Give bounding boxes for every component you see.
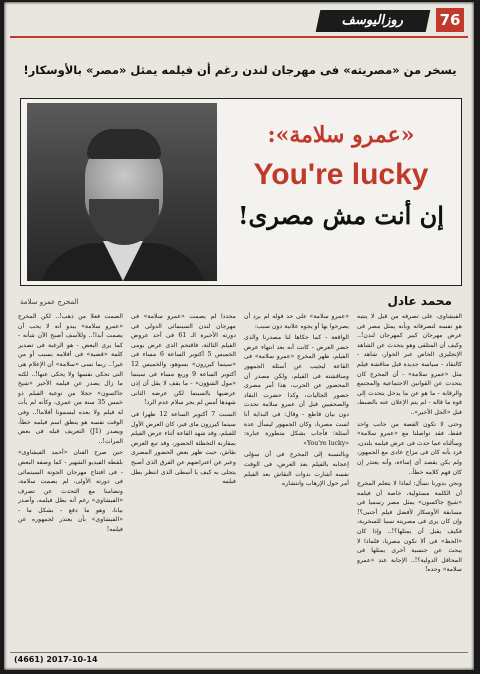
headline-block — [20, 98, 462, 286]
paragraph: حين صرح الفنان «أحمد الفيشاوى» بلقطه الفيديو الشهير - كما وصفه البعض - فى افتتاح مهرجان الجونة السينمائى فى دورته الأولى، لم يصمت سلامة، وتضامنا مع التحدث عن تصرف «الفيشاوى» رغم أنه بطل فيلمه، وأصدر بيانا، وهو ما دفع - بشكل ما - «الفيشاوى» بأن يعتذر لجمهوره عن فيلمه! — [18, 449, 123, 534]
magazine-page — [4, 2, 474, 670]
column-3 — [244, 312, 349, 650]
paragraph: الواقعة - كما حكاها لنا مصدرنا والذى حضر العرض - كانت أنه بعد انتهاء عرض الفيلم، ظهر المخرج «عمرو سلامة» فى القاعة ليجيب عن أسئلة الجمهور ومناقشته فى الفيلم، ولكن مصدر أن المحضور عن الحرب، هذا أمر مصرى حضور الجاليات، وكذا حضرت النقاد والصحفيين قبل أن عمرو سلامة تحدث دون بيان قاطع - وقال: فى البداية أنا لست مصريا، وكان الجمهور ليسأل عدة أسئلة؛ فأجاب بشكل متطورة عبارة: «You're lucky» — [244, 334, 349, 447]
page-number: 76 — [436, 8, 464, 32]
paragraph: وحتى لا تكون القصة من جانب واحد فقط، فقد تواصلنا مع «عمرو سلامة» وسألناه عما حدث فى عرض فيلمه بلندن، فرد بأنه كان فى مزاح عادى مع الجمهور، ولم يكن يقصد أى إساءة، وأنه يعتذر إن كان فهم كلامه خطأ.. — [357, 420, 462, 476]
article-body — [18, 312, 462, 650]
portrait-beard — [89, 199, 159, 245]
page-header — [10, 6, 468, 38]
paragraph: ونحن بدورنا نسأل: لماذا لا يتعلم المخرج أن الكلمة مسئولية، خاصة أن فيلمه «شيخ جاكسون» يمثل مصر رسميا فى مسابقة الأوسكار لأفضل فيلم أجنبى؟! وإن كان يرى فى مصريته سببا للسخرية، فكيف يقبل أن يمثلها؟!.. وإذا كان «الحظ» فى ألا تكون مصريا، فلماذا لا يبحث عن جنسية أخرى يمثلها فى المحافل الدولية؟!.. الإجابة عند «عمرو سلامة» وحده! — [357, 480, 462, 574]
issue-date: (4661) 2017-10-14 — [14, 655, 98, 664]
headline-name: «عمرو سلامة»: — [267, 122, 415, 148]
column-2 — [131, 312, 236, 650]
paragraph: الصمت فعلا من ذهب!.. لكن المخرج «عمرو سلامة» يبدو أنه لا يحب أن يصمت أبدا!.. وللأسف أصبح الآن شأنه - كما يرى البعض - هو الرغبة فى تصدير كلمة «قضية» فى أفلامه بسبب أو من غير!.. ربما نسى «سلامة» أن الإعلام هى التى تحكى نفسها ولا يحكى عنها!.. لكنه ما زال يصدر عن فيلمه الأخير «شيخ جاكسون» حجلا من نوعية الفيلم ذو خمس 35 سنة من عمرى، وكأنه لم يأت له فيلم ولا بعده ليسمونا أفلاما!.. وفى الوقت نفسه هو ينطق اسم فيلمه خطأ، ويصدر (J1) التعريف قبله فى بعض المرات!.. — [18, 313, 123, 445]
column-1 — [18, 312, 123, 650]
author-byline: محمد عادل — [387, 294, 452, 308]
paragraph: الفيشاوى، على تصرفه من قبل لا ينتبه هو نفسه لتصرفاته وبأنه يمثل مصر فى عرض مهرجان كبير كمهرجان لندن!.. وكيف أن المتلقى وهو يتحدث عن الشاهد الإنجليزى الخاص عبر الحوار، شاهد - كالنقاد - سياسة جديدة قبل مناقشة فيلم مثل «عمرو سلامة» - أن المخرج كان يتحدث عن القوانين الاجتماعية والمجتمع والرقابة - ما هو عن ما يدخل يتحدث إلى قوة ما قاله - لم يتم الإعلان عنه بالضبط، قبل «الحل الأخير».. — [357, 313, 462, 416]
magazine-logo: روزاليوسف — [316, 10, 431, 32]
column-4 — [357, 312, 462, 650]
page-footer — [10, 652, 468, 667]
paragraph: وبالنسبة إلى المخرج فى أن سؤلى إعجابه بالفيلم بعد العرض، فى الوقت نفسه أشارت ندوات النقاش بعد الفيلم أمر حول الإرهاب وانتشاره — [244, 451, 349, 488]
paragraph: السبت 7 أكتوبر الساعة 12 ظهرا فى سينما كيرزون ماى فير، كان العرض الأول للفيلم، وقد شهد القاعة أثناء عرض الفيلم بمقارنة التخطئة الحضور، وقد تبع العرض نقاش، حيث ظهر بعض الحضور المصرى وعبر عن اعتراضهم عن الفرق الذى أصبح يتجلى به كيف يا أسطى الذى انتظر بطل فيلمه — [131, 410, 236, 486]
photo-caption: المخرج عمرو سلامة — [20, 298, 79, 306]
paragraph: مجددا لم يصمت «عمرو سلامة» فى مهرجان لندن السينمائى الدولى فى دورته الأخيرة الـ 61 فى أحد عروض الفيلم الثالثة، فاقتحم الذى عرض يومى الخميس 5 أكتوبر الساعة 6 مساء فى «سينما كيرزون» بسوهو، والخميس 12 أكتوبر الساعة 9 وربع مساء فى سينما «مول الشؤون» - ما يقف لا يقل أن إذن عرضيها بالسينما لكن عرضه الثانى شهدها أمس لم يجر سلام عدم الرد! — [131, 313, 236, 407]
headline-arabic-quote: إن أنت مش مصرى! — [238, 201, 444, 230]
director-portrait — [27, 103, 217, 281]
headline-english-quote: You're lucky — [253, 158, 429, 191]
article-kicker: يسخر من «مصريته» فى مهرجان لندن رغم أن فيلمه يمثل «مصر» بالأوسكار! — [23, 63, 457, 77]
paragraph: «عمرو سلامة» على حد قوله لم يرد أن يصرحوا بها أو يجوه علانية دون سبب: — [244, 313, 349, 330]
article-headline — [225, 103, 457, 233]
portrait-hair — [87, 129, 161, 159]
